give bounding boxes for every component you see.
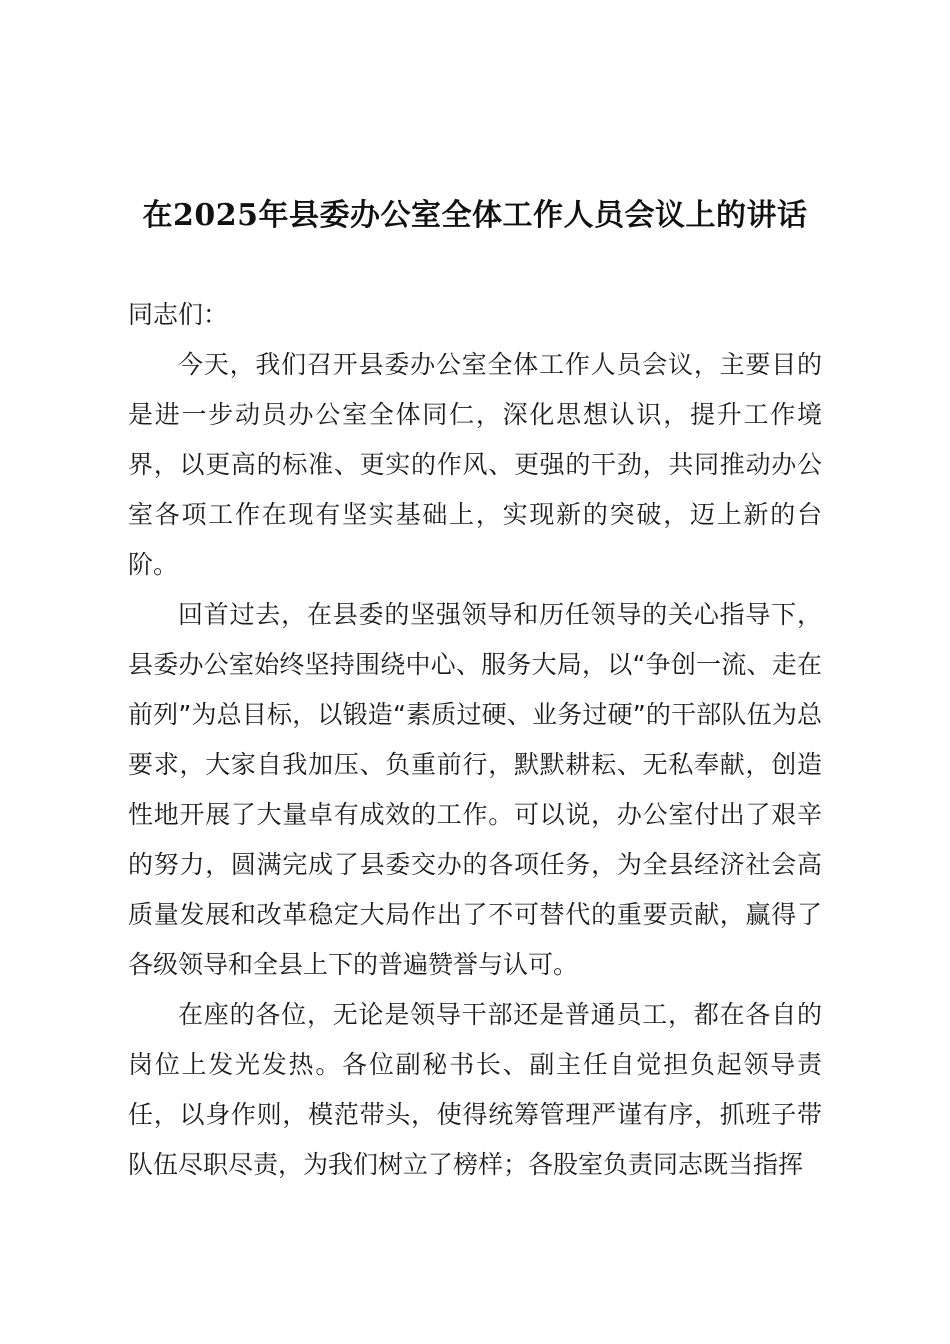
document-body [128,290,822,1190]
document-title: 在2025年县委办公室全体工作人员会议上的讲话 [142,198,808,233]
paragraph-1: 今天，我们召开县委办公室全体工作人员会议，主要目的是进一步动员办公室全体同仁，深化思想认识，提升工作境界，以更高的标准、更实的作风、更强的干劲，共同推动办公室各项工作在现有坚实基础上，实现新的突破，迈上新的台阶。 [128,350,822,579]
paragraph-3: 在座的各位，无论是领导干部还是普通员工，都在各自的岗位上发光发热。各位副秘书长、副主任自觉担负起领导责任，以身作则，模范带头，使得统筹管理严谨有序，抓班子带队伍尽职尽责，为我们树立了榜样；各股室负责同志既当指挥 [128,1000,822,1179]
salutation: 同志们： [128,300,229,329]
paragraph-2: 回首过去，在县委的坚强领导和历任领导的关心指导下，县委办公室始终坚持围绕中心、服务大局，以“争创一流、走在前列”为总目标，以锻造“素质过硬、业务过硬”的干部队伍为总要求，大家自我加压、负重前行，默默耕耘、无私奉献，创造性地开展了大量卓有成效的工作。可以说，办公室付出了艰辛的努力，圆满完成了县委交办的各项任务，为全县经济社会高质量发展和改革稳定大局作出了不可替代的重要贡献，赢得了各级领导和全县上下的普遍赞誉与认可。 [128,600,822,979]
